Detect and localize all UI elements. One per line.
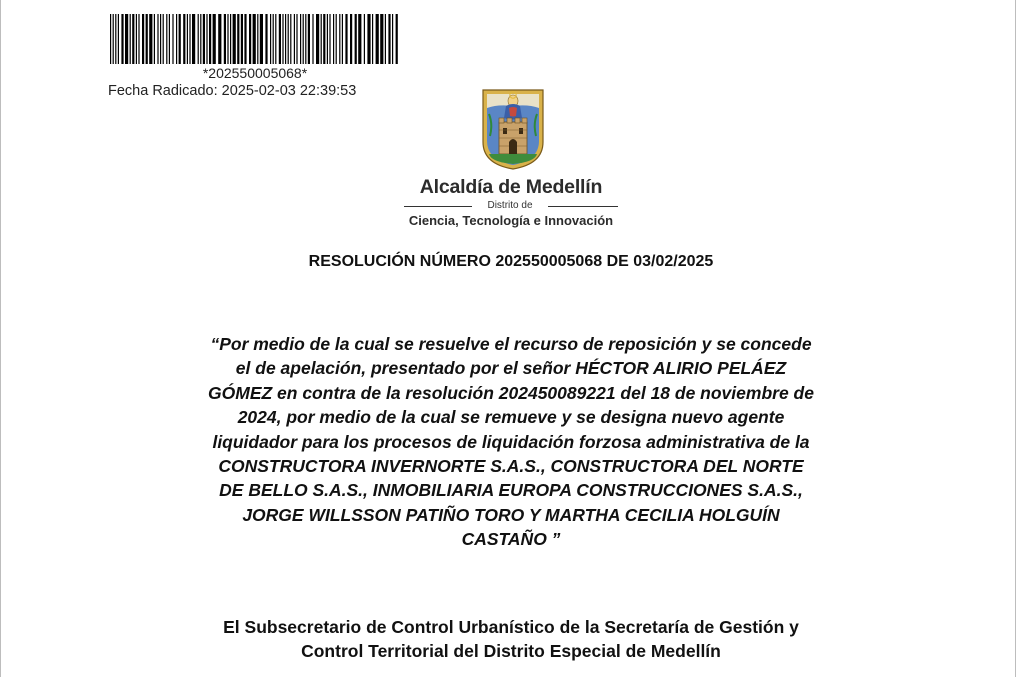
considerando-line: CASTAÑO ”	[461, 529, 561, 550]
barcode-bar	[336, 14, 337, 64]
barcode-bar	[385, 14, 386, 64]
barcode-bar	[265, 14, 267, 64]
considerando-line: “Por medio de la cual se resuelve el recurso de reposición y se concede	[210, 334, 812, 354]
barcode-bar	[189, 14, 190, 64]
barcode-number: *202550005068*	[202, 65, 308, 81]
considerando-line: 2024, por medio de la cual se remueve y se designa nuevo agente	[237, 407, 785, 428]
barcode-bar	[388, 14, 390, 64]
barcode-bar	[342, 14, 343, 64]
barcode-bar	[172, 14, 173, 64]
barcode-bar	[316, 14, 319, 64]
considerando-line: GÓMEZ en contra de la resolución 202450089221 del 18 de noviembre de	[208, 382, 814, 403]
barcode-bar	[146, 14, 148, 64]
barcode-bar	[154, 14, 155, 64]
barcode-bar	[183, 14, 185, 64]
divider-right	[548, 206, 618, 207]
barcode-bar	[187, 14, 188, 64]
barcode-bar	[237, 14, 239, 64]
barcode-bar	[260, 14, 263, 64]
barcode-bar	[270, 14, 271, 64]
barcode-bar	[312, 14, 313, 64]
barcode-bar	[163, 14, 164, 64]
barcode-bar	[121, 14, 123, 64]
barcode-bar	[285, 14, 286, 64]
barcode-bar	[367, 14, 370, 64]
barcode-bar	[179, 14, 181, 64]
divider-left	[404, 206, 472, 207]
barcode-bar	[355, 14, 357, 64]
barcode-bar	[279, 14, 281, 64]
barcode-bar	[296, 14, 297, 64]
barcode-bar	[327, 14, 328, 64]
barcode-bar	[372, 14, 373, 64]
barcode-bar	[200, 14, 201, 64]
barcode-bar	[303, 14, 304, 64]
barcode-bar	[176, 14, 177, 64]
barcode-bar	[321, 14, 322, 64]
barcode-bar	[273, 14, 274, 64]
distrito-de-row	[404, 199, 618, 213]
barcode-bar	[305, 14, 306, 64]
distrito-de-label: Distrito de	[487, 200, 533, 211]
barcode-bar	[364, 14, 365, 64]
barcode-bar	[241, 14, 243, 64]
barcode-bar	[253, 14, 256, 64]
considerando-line: liquidador para los procesos de liquidación forzosa administrativa de la	[212, 431, 810, 452]
barcode-bar	[149, 14, 152, 64]
barcode-bar	[206, 14, 207, 64]
barcode-bar	[329, 14, 330, 64]
considerando-line: el de apelación, presentado por el señor HÉCTOR ALIRIO PELÁEZ	[235, 358, 787, 379]
organization-subtitle: Ciencia, Tecnología e Innovación	[408, 213, 614, 228]
barcode-bar	[323, 14, 325, 64]
considerando-line: CONSTRUCTORA INVERNORTE S.A.S., CONSTRUCTORA DEL NORTE	[218, 456, 804, 477]
barcode-bar	[257, 14, 258, 64]
barcode-icon	[110, 14, 400, 64]
barcode-bar	[300, 14, 301, 64]
page-right-edge	[1015, 0, 1016, 677]
signatory-line: El Subsecretario de Control Urbanístico de la Secretaría de Gestión y	[223, 617, 799, 637]
barcode-bar	[308, 14, 310, 64]
barcode-bar	[166, 14, 167, 64]
resolution-title: RESOLUCIÓN NÚMERO 202550005068 DE 03/02/2025	[308, 253, 714, 270]
considerando-line: DE BELLO S.A.S., INMOBILIARIA EUROPA CONSTRUCCIONES S.A.S.,	[219, 480, 803, 501]
barcode-bar	[358, 14, 361, 64]
barcode-bar	[132, 14, 134, 64]
medellin-coat-of-arms-icon	[480, 84, 546, 170]
fecha-radicado: Fecha Radicado: 2025-02-03 22:39:53	[108, 83, 357, 99]
barcode-bar	[218, 14, 221, 64]
barcode-bar	[282, 14, 283, 64]
barcode-bar	[138, 14, 139, 64]
page-left-edge	[0, 0, 1, 677]
barcode-bar	[345, 14, 347, 64]
barcode-bar	[113, 14, 114, 64]
barcode-bar	[392, 14, 393, 64]
barcode-bar	[380, 14, 383, 64]
barcode-bar	[203, 14, 205, 64]
barcode-bar	[213, 14, 216, 64]
barcode-bar	[227, 14, 228, 64]
signatory-title	[150, 615, 872, 663]
barcode-bar	[376, 14, 379, 64]
barcode-bar	[118, 14, 119, 64]
barcode-bar	[125, 14, 128, 64]
barcode-bar	[209, 14, 211, 64]
barcode-bar	[275, 14, 276, 64]
barcode-bar	[396, 14, 398, 64]
barcode-bar	[160, 14, 161, 64]
barcode-bar	[136, 14, 137, 64]
barcode-bar	[230, 14, 231, 64]
barcode-bar	[244, 14, 246, 64]
barcode-bar	[130, 14, 131, 64]
barcode-bar	[290, 14, 291, 64]
barcode-bar	[110, 14, 111, 64]
signatory-line: Control Territorial del Distrito Especial de Medellín	[301, 641, 721, 661]
barcode-bar	[157, 14, 158, 64]
barcode-bar	[333, 14, 334, 64]
barcode-bar	[169, 14, 170, 64]
barcode-bar	[115, 14, 116, 64]
barcode-bar	[339, 14, 340, 64]
barcode-bar	[249, 14, 251, 64]
considerando-line: JORGE WILLSSON PATIÑO TORO Y MARTHA CECILIA HOLGUÍN	[242, 504, 780, 525]
barcode-bar	[192, 14, 195, 64]
resolution-considerando	[150, 332, 872, 552]
barcode-bar	[294, 14, 295, 64]
barcode-bar	[350, 14, 352, 64]
barcode-bar	[224, 14, 226, 64]
barcode-bar	[198, 14, 199, 64]
barcode-bar	[288, 14, 289, 64]
barcode-bar	[142, 14, 144, 64]
barcode-bar	[233, 14, 236, 64]
organization-name: Alcaldía de Medellín	[419, 176, 603, 198]
